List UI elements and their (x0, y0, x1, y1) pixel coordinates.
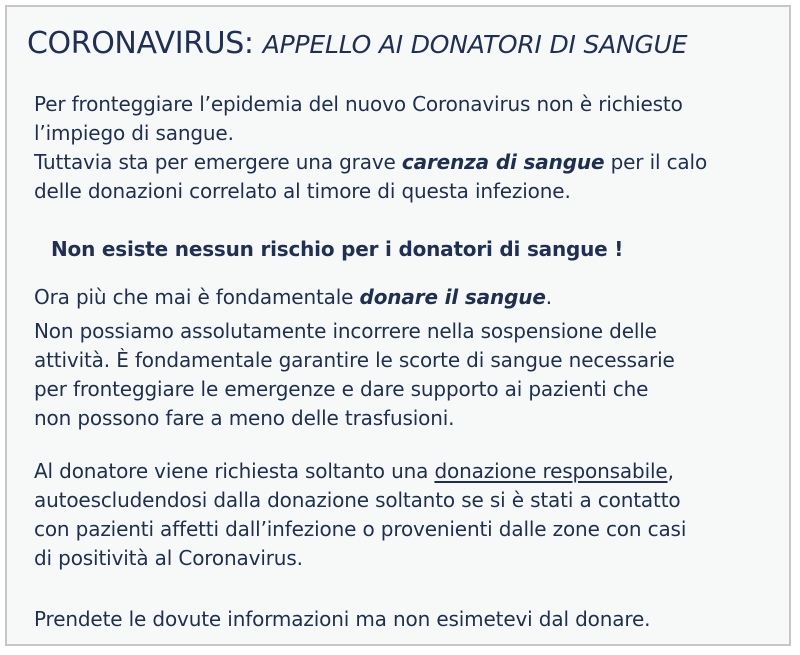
paragraph-line: autoescludendosi dalla donazione soltanto se si è stati a contatto (34, 488, 681, 512)
text-run: . (545, 285, 552, 309)
paragraph-intro (34, 90, 779, 206)
title-main: CORONAVIRUS (27, 26, 244, 61)
page-title (27, 22, 777, 67)
text-run: , (667, 459, 674, 483)
paragraph-line: di positività al Coronavirus. (34, 546, 303, 570)
title-subtitle: APPELLO AI DONATORI DI SANGUE (262, 30, 688, 59)
notice-card (5, 5, 791, 646)
text-run: Tuttavia sta per emergere una grave (34, 150, 402, 174)
no-risk-callout: Non esiste nessun rischio per i donatori di sangue ! (51, 237, 624, 261)
title-separator: : (243, 26, 263, 61)
emphasis-blood-shortage: carenza di sangue (401, 150, 605, 174)
paragraph-line: Prendete le dovute informazioni ma non esimetevi dal donare. (34, 607, 651, 631)
paragraph-line: per fronteggiare le emergenze e dare supporto ai pazienti che (34, 377, 649, 401)
emphasis-donate-blood: donare il sangue (359, 285, 546, 309)
paragraph-responsible-donation (34, 457, 779, 573)
paragraph-closing (34, 605, 779, 634)
paragraph-line (34, 283, 779, 312)
text-run: per il calo (604, 150, 708, 174)
paragraph-line: delle donazioni correlato al timore di questa infezione. (34, 179, 571, 203)
paragraph-line: Non possiamo assolutamente incorrere nella sospensione delle (34, 319, 657, 343)
paragraph-line (34, 457, 779, 486)
paragraph-line: l’impiego di sangue. (34, 121, 234, 145)
text-run: Ora più che mai è fondamentale (34, 285, 360, 309)
paragraph-line: non possono fare a meno delle trasfusioni. (34, 406, 455, 430)
paragraph-activities (34, 317, 779, 433)
paragraph-line: Per fronteggiare l’epidemia del nuovo Coronavirus non è richiesto (34, 92, 683, 116)
paragraph-line: con pazienti affetti dall’infezione o provenienti dalle zone con casi (34, 517, 687, 541)
text-run: Al donatore viene richiesta soltanto una (34, 459, 435, 483)
paragraph-line (34, 148, 779, 177)
underlined-responsible-donation: donazione responsabile (434, 459, 668, 483)
paragraph-donate (34, 283, 779, 312)
paragraph-line: attività. È fondamentale garantire le scorte di sangue necessarie (34, 348, 675, 372)
